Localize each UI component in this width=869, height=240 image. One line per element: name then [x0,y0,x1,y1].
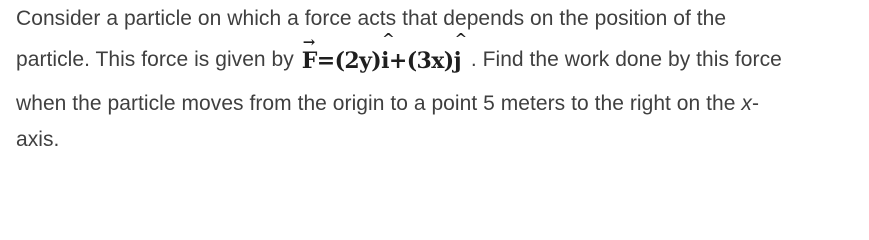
problem-line-4: axis. [16,128,60,151]
formula-y-term: (3x) [406,48,454,74]
formula-equals: = [316,48,335,74]
problem-line-1: Consider a particle on which a force acts that depends on the position of the [16,7,727,30]
x-axis-variable: x [741,92,752,115]
hat-icon: ^ [454,30,467,48]
problem-line-2-text: particle. This force is given by [16,48,294,71]
vector-arrow-icon: → [302,33,315,51]
problem-line-2 [16,30,782,74]
force-formula [301,30,467,76]
unit-vector-j: ^ j [453,30,467,74]
problem-line-2-tail: . Find the work done by this force [470,48,782,71]
force-vector-symbol: → F [301,33,317,74]
hat-icon: ^ [382,30,395,48]
line-3-hyphen: - [751,92,759,115]
problem-line-3 [16,92,759,116]
problem-line-3-text: when the particle moves from the origin to a point 5 meters to the right on the [16,92,736,115]
formula-x-term: (2y) [334,48,382,74]
unit-vector-i: ^ i [381,30,395,74]
formula-plus: + [388,48,407,74]
